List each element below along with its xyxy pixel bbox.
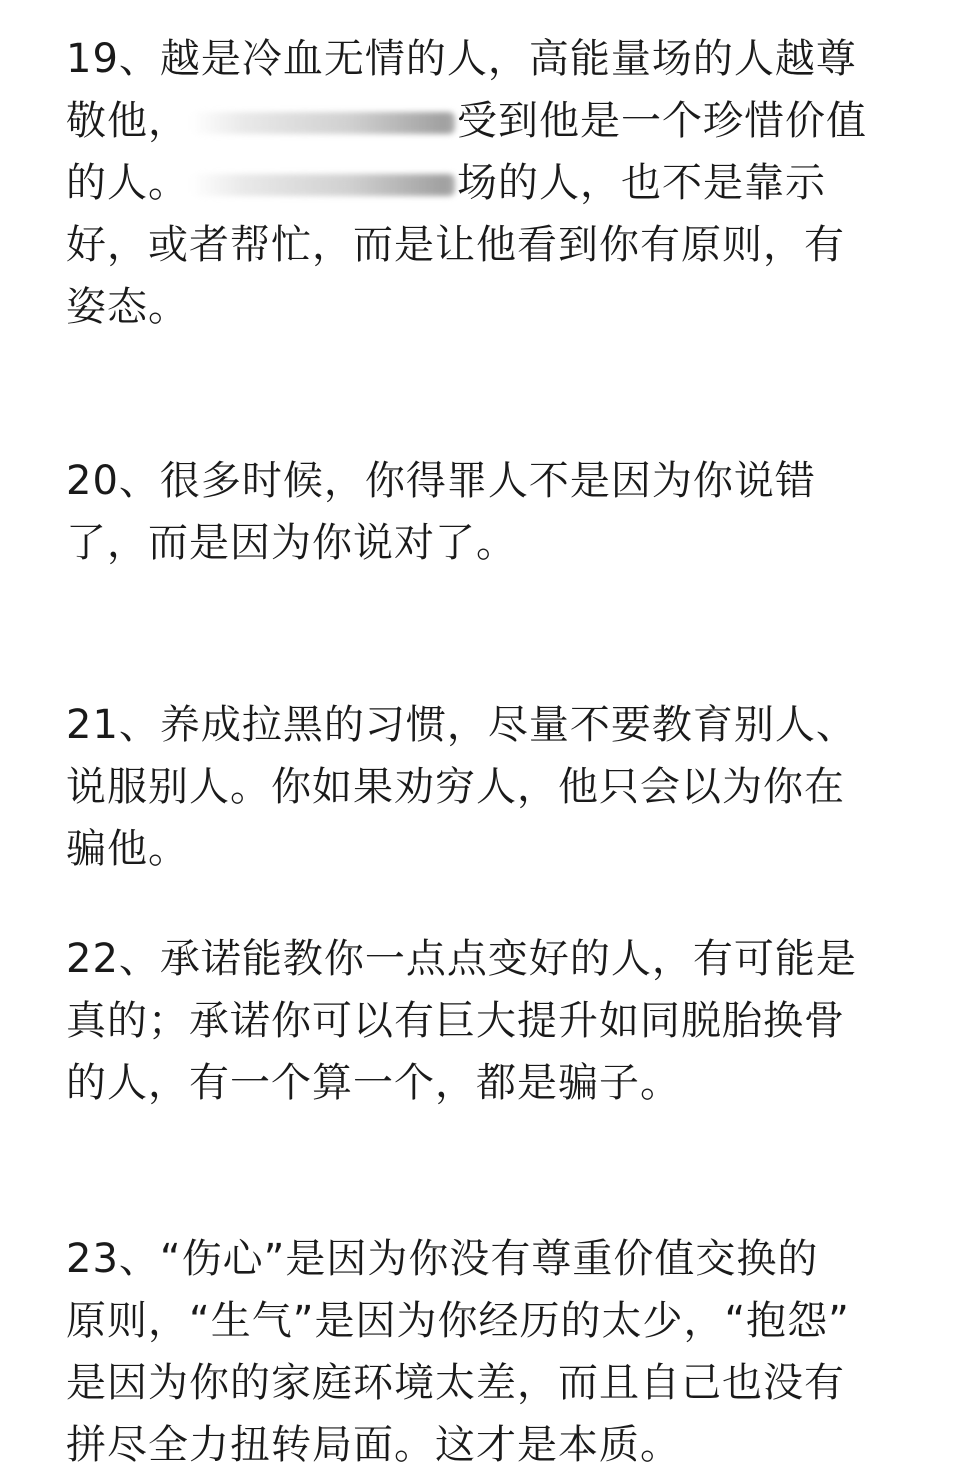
text-line: 21、养成拉黑的习惯，尽量不要教育别人、 (66, 702, 857, 748)
paragraph-19 (66, 28, 906, 338)
text-line: 真的；承诺你可以有巨大提升如同脱胎换骨 (66, 998, 845, 1044)
text-line: 22、承诺能教你一点点变好的人，有可能是 (66, 936, 857, 982)
text-line: 的人，有一个算一个，都是骗子。 (66, 1060, 681, 1106)
text-line: 骗他。 (66, 826, 189, 872)
text-line: 是因为你的家庭环境太差，而且自己也没有 (66, 1360, 845, 1406)
text-line: 20、很多时候，你得罪人不是因为你说错 (66, 458, 816, 504)
paragraph-22 (66, 928, 906, 1114)
text-fragment: 受到他是一个珍惜价值 (457, 98, 867, 144)
text-line: 好，或者帮忙，而是让他看到你有原则，有 (66, 222, 845, 268)
paragraph-21 (66, 694, 906, 880)
text-fragment: 场的人，也不是靠示 (457, 160, 826, 206)
text-line (66, 152, 906, 214)
redacted-blur (191, 174, 455, 196)
text-line: 原则，“生气”是因为你经历的太少，“抱怨” (66, 1298, 850, 1344)
text-line: 23、“伤心”是因为你没有尊重价值交换的 (66, 1236, 819, 1282)
text-fragment: 的人。 (66, 160, 189, 206)
text-line: 拼尽全力扭转局面。这才是本质。 (66, 1422, 681, 1468)
text-line: 了，而是因为你说对了。 (66, 520, 517, 566)
text-line: 说服别人。你如果劝穷人，他只会以为你在 (66, 764, 845, 810)
redacted-blur (191, 112, 455, 134)
text-line: 19、越是冷血无情的人，高能量场的人越尊 (66, 36, 857, 82)
paragraph-20 (66, 450, 906, 574)
text-fragment: 敬他， (66, 98, 189, 144)
text-line: 姿态。 (66, 284, 189, 330)
text-line (66, 90, 906, 152)
paragraph-23 (66, 1228, 906, 1476)
